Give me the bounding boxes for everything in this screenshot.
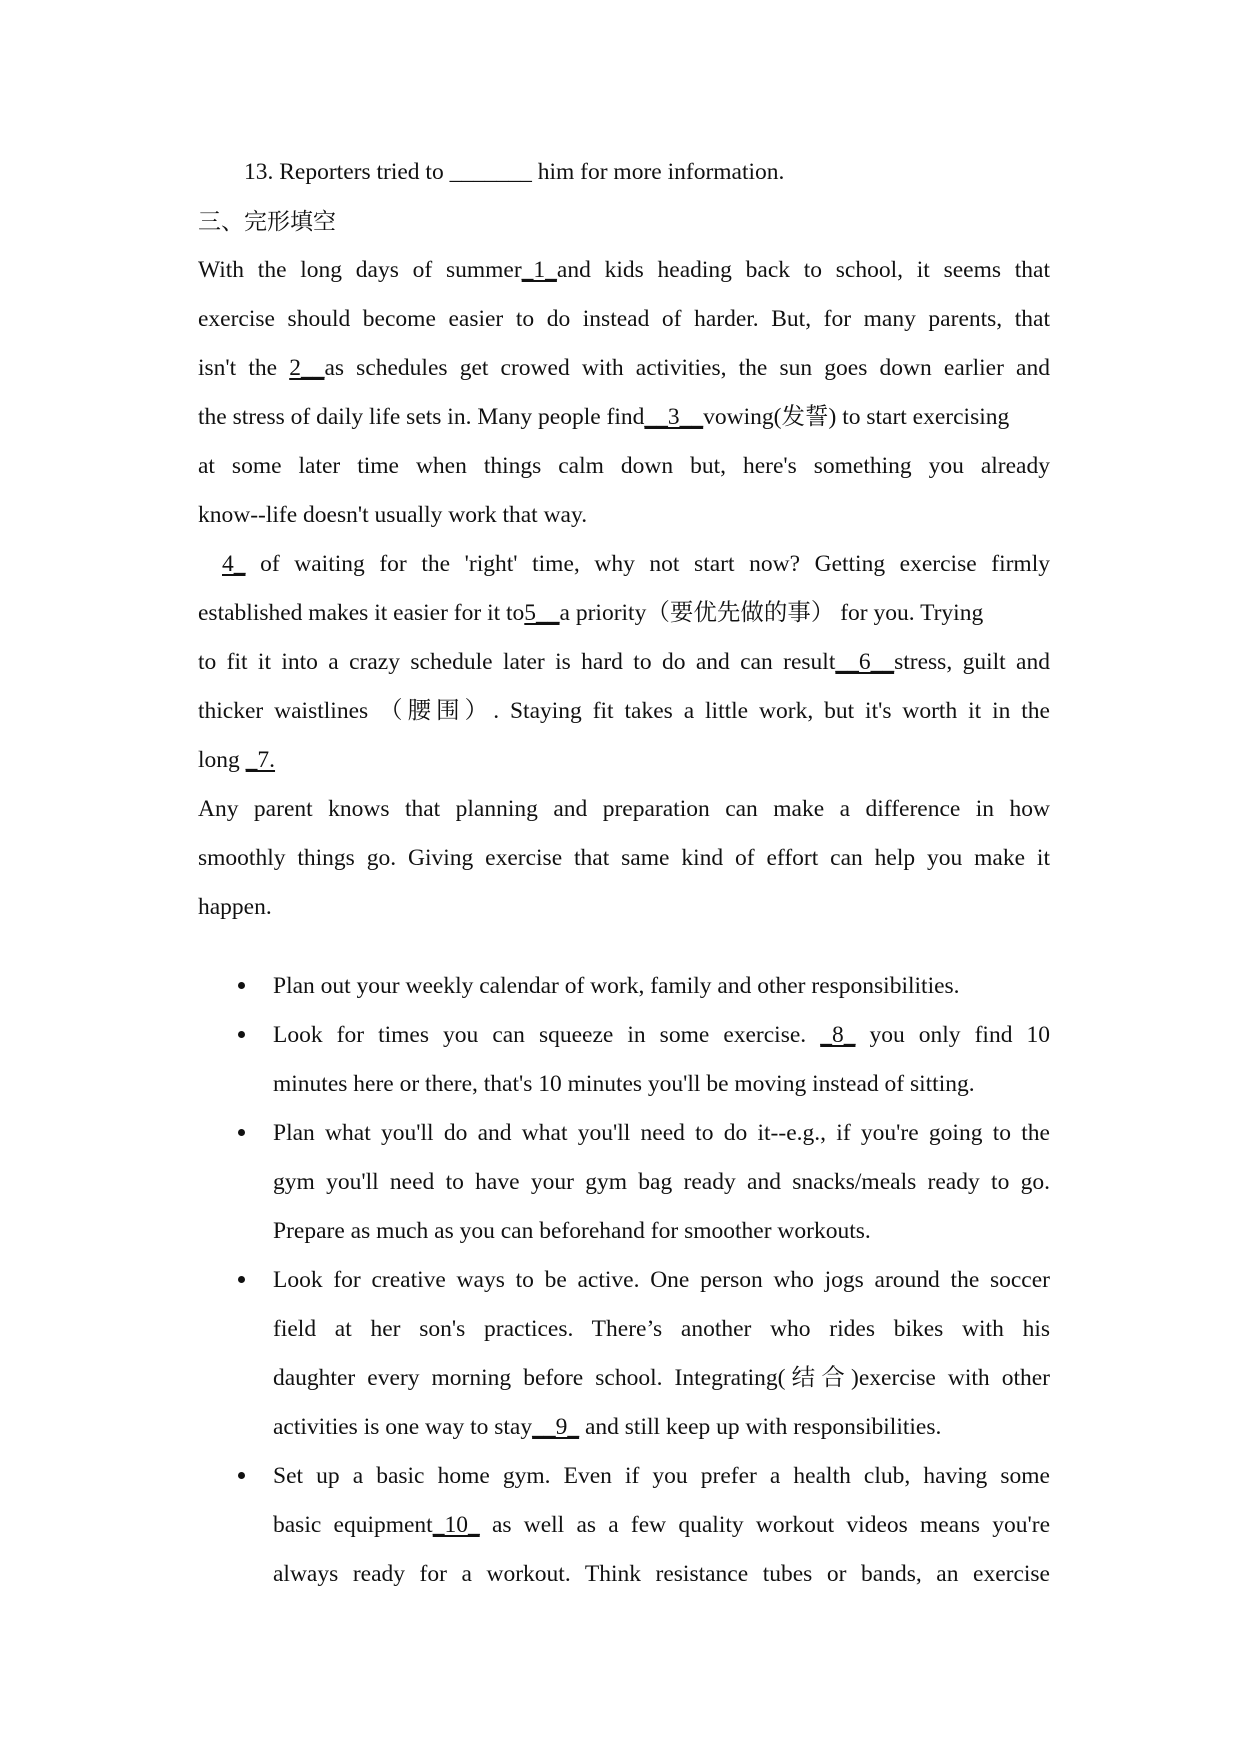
bullet-icon bbox=[236, 962, 246, 1011]
paragraph-line: thicker waistlines （腰围）. Staying fit takes a little work, but it's worth it in the bbox=[198, 698, 1050, 724]
question-13: 13. Reporters tried to _______ him for more information. bbox=[244, 159, 785, 185]
list-line: Look for creative ways to be active. One person who jogs around the soccer bbox=[273, 1267, 1050, 1293]
blank-5: 5__ bbox=[524, 600, 560, 626]
blank-2: 2__ bbox=[289, 355, 325, 381]
paragraph-line: established makes it easier for it to5__a priority（要优先做的事） for you. Trying bbox=[198, 600, 984, 626]
list-line: activities is one way to stay__9_ and still keep up with responsibilities. bbox=[273, 1414, 942, 1440]
paragraph-3 bbox=[198, 785, 1050, 932]
blank-13: _______ bbox=[449, 159, 532, 185]
blank-9: __9_ bbox=[532, 1414, 580, 1440]
blank-7: _7. bbox=[245, 747, 276, 773]
document-body bbox=[198, 148, 1050, 1599]
paragraph-line: Any parent knows that planning and preparation can make a difference in how bbox=[198, 796, 1050, 822]
list-line: Plan out your weekly calendar of work, family and other responsibilities. bbox=[273, 973, 960, 999]
list-line: Prepare as much as you can beforehand for smoother workouts. bbox=[273, 1218, 871, 1244]
bullet-icon bbox=[236, 1011, 246, 1060]
paragraph-line: With the long days of summer_1_and kids heading back to school, it seems that bbox=[198, 257, 1050, 283]
paragraph-line: know--life doesn't usually work that way. bbox=[198, 502, 588, 528]
blank-1: _1_ bbox=[521, 257, 557, 283]
list-item bbox=[198, 1256, 1050, 1452]
bullet-icon bbox=[236, 1452, 246, 1501]
list-item bbox=[198, 1011, 1050, 1109]
bullet-list bbox=[198, 962, 1050, 1599]
blank-6: __6__ bbox=[835, 649, 895, 675]
bullet-icon bbox=[236, 1256, 246, 1305]
paragraph-line: to fit it into a crazy schedule later is hard to do and can result__6__stress, guilt and bbox=[198, 649, 1050, 675]
list-line: Plan what you'll do and what you'll need to do it--e.g., if you're going to the bbox=[273, 1120, 1050, 1146]
paragraph-line: the stress of daily life sets in. Many people find__3__vowing(发誓) to start exercising bbox=[198, 404, 1010, 430]
list-line: Look for times you can squeeze in some exercise. _8_ you only find 10 bbox=[273, 1022, 1050, 1048]
paragraph-line: exercise should become easier to do instead of harder. But, for many parents, that bbox=[198, 306, 1050, 332]
bullet-icon bbox=[236, 1109, 246, 1158]
paragraph-line: isn't the 2__as schedules get crowed with activities, the sun goes down earlier and bbox=[198, 355, 1050, 381]
list-line: minutes here or there, that's 10 minutes you'll be moving instead of sitting. bbox=[273, 1071, 975, 1097]
list-item bbox=[198, 962, 1050, 1011]
list-item bbox=[198, 1452, 1050, 1599]
paragraph-line: at some later time when things calm down but, here's something you already bbox=[198, 453, 1050, 479]
list-line: basic equipment_10_ as well as a few quality workout videos means you're bbox=[273, 1512, 1050, 1538]
list-line: Set up a basic home gym. Even if you prefer a health club, having some bbox=[273, 1463, 1050, 1489]
spacer bbox=[198, 932, 1050, 962]
blank-8: _8_ bbox=[820, 1022, 856, 1048]
blank-3: __3__ bbox=[644, 404, 704, 430]
paragraph-1 bbox=[198, 246, 1050, 540]
blank-10: _10_ bbox=[432, 1512, 480, 1538]
paragraph-2 bbox=[198, 540, 1050, 785]
list-line: gym you'll need to have your gym bag ready and snacks/meals ready to go. bbox=[273, 1169, 1050, 1195]
paragraph-line: happen. bbox=[198, 894, 272, 920]
list-line: always ready for a workout. Think resistance tubes or bands, an exercise bbox=[273, 1561, 1050, 1587]
paragraph-line: long _7. bbox=[198, 747, 276, 773]
blank-4: 4_ bbox=[222, 551, 246, 577]
list-item bbox=[198, 1109, 1050, 1256]
list-line: daughter every morning before school. Integrating(结合)exercise with other bbox=[273, 1365, 1050, 1391]
section-heading: 三、完形填空 bbox=[198, 209, 336, 234]
paragraph-line: 4_ of waiting for the 'right' time, why not start now? Getting exercise firmly bbox=[222, 551, 1050, 577]
paragraph-line: smoothly things go. Giving exercise that same kind of effort can help you make it bbox=[198, 845, 1050, 871]
list-line: field at her son's practices. There’s another who rides bikes with his bbox=[273, 1316, 1050, 1342]
